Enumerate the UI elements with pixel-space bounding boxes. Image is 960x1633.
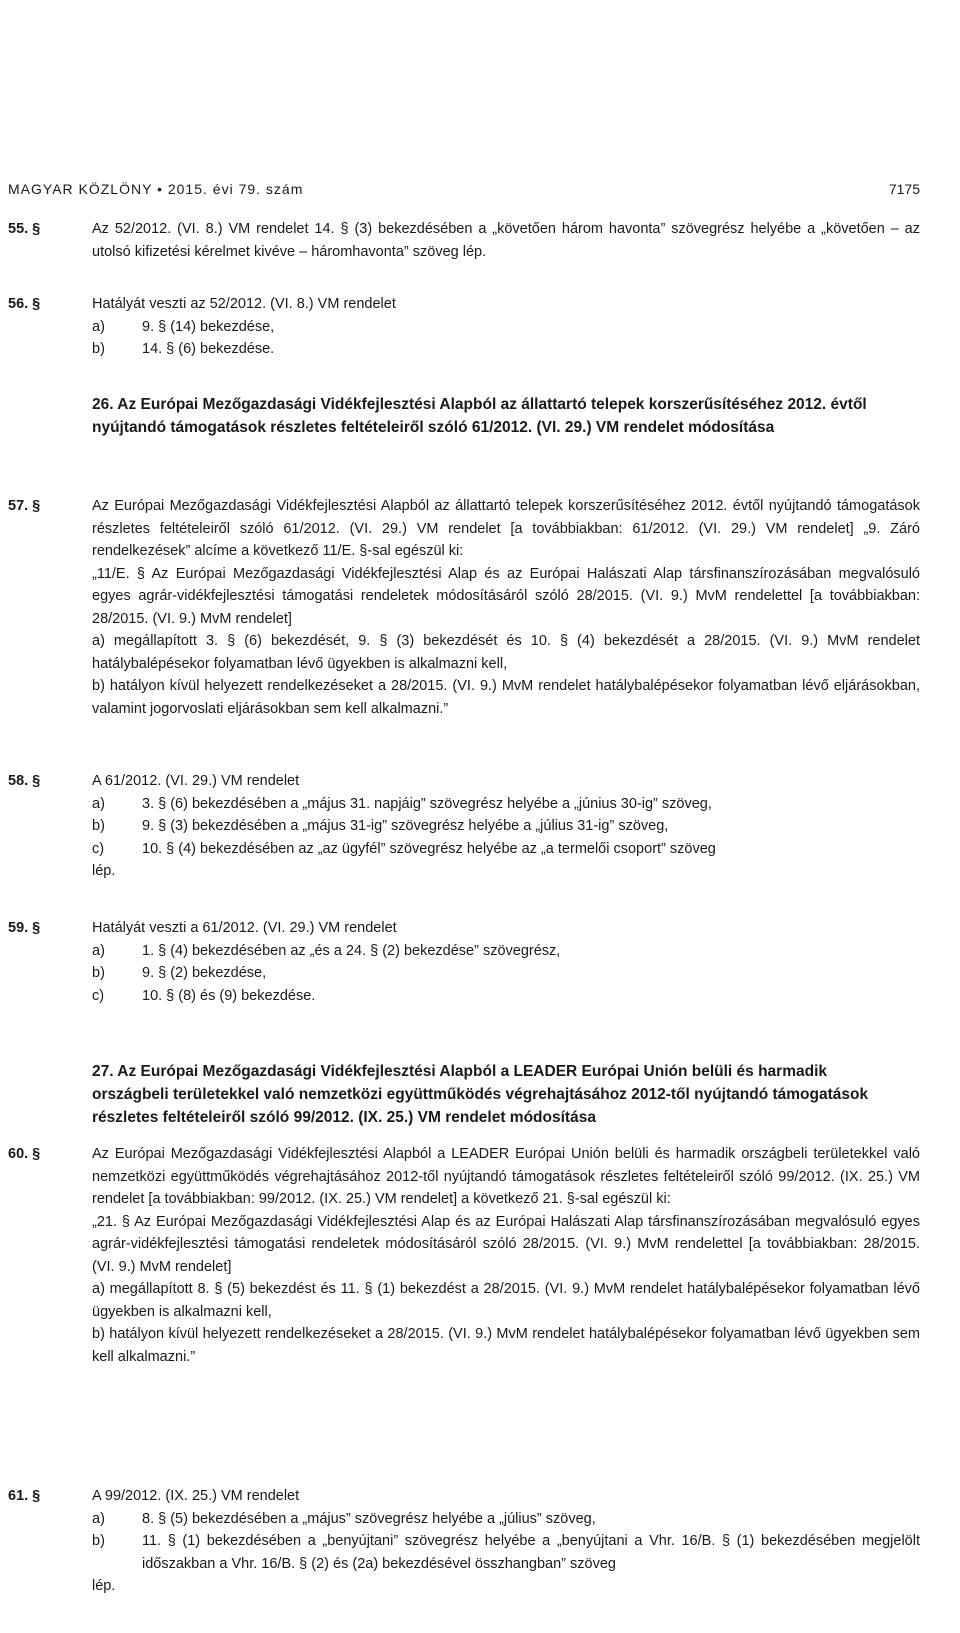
item-label: b) bbox=[92, 965, 105, 981]
list-item bbox=[92, 838, 920, 861]
item-text: 9. § (2) bekezdése, bbox=[142, 965, 267, 981]
chapter-title-26: 26. Az Európai Mezőgazdasági Vidékfejlesztési Alapból az állattartó telepek korszerűsítéséhez 2012. évtől nyújtandó támogatások részletes feltételeiről szóló 61/2012. (VI. 29.) VM rendelet módosítása bbox=[92, 396, 867, 436]
item-text: 11. § (1) bekezdésében a „benyújtani” szövegrész helyébe a „benyújtani a Vhr. 16/B. § (1) bekezdésében megjelölt időszakban a Vhr. 16/B. § (2) és (2a) bekezdésével összhangban” szöveg bbox=[142, 1533, 920, 1572]
item-text: 3. § (6) bekezdésében a „május 31. napjáig” szövegrész helyébe a „június 30-ig” szöveg, bbox=[142, 795, 712, 812]
paragraph-line: Az Európai Mezőgazdasági Vidékfejlesztési Alapból a LEADER Európai Unión belüli és harmadik országbeli területekkel való nemzetközi együttműködés végrehajtásához 2012-től nyújtandó támogatások részletes feltételeiről szóló 99/2012. (IX. 25.) VM rendelet [a továbbiakban: 99/2012. (IX. 25.) VM rendelet] a következő 21. §-sal egészül ki: bbox=[92, 1146, 920, 1207]
list-item bbox=[92, 962, 920, 985]
section-number: 60. § bbox=[8, 1146, 41, 1162]
paragraph-61 bbox=[8, 1485, 920, 1598]
item-text: 10. § (4) bekezdésében az „az ügyfél” szövegrész helyébe az „a termelői csoport” szöveg bbox=[142, 840, 716, 857]
item-text: 14. § (6) bekezdése. bbox=[142, 341, 275, 357]
list-item bbox=[92, 1530, 920, 1575]
chapter-title-27: 27. Az Európai Mezőgazdasági Vidékfejlesztési Alapból a LEADER Európai Unión belüli és harmadik országbeli területekkel való nemzetközi együttműködés végrehajtásához 2012-től nyújtandó támogatások részletes feltételeiről szóló 99/2012. (IX. 25.) VM rendelet módosítása bbox=[92, 1063, 869, 1126]
paragraph-58 bbox=[8, 770, 920, 883]
paragraph-line: a) megállapított 3. § (6) bekezdését, 9. § (3) bekezdését és 10. § (4) bekezdését a 28/2015. (VI. 9.) MvM rendelet hatálybalépésekor folyamatban lévő ügyekben is alkalmazni kell, bbox=[92, 633, 920, 672]
item-label: b) bbox=[92, 341, 105, 357]
paragraph-text: Az 52/2012. (VI. 8.) VM rendelet 14. § (3) bekezdésében a „követően három havonta” szövegrész helyébe a „követően – az utolsó kifizetési kérelmet kivéve – háromhavonta” szöveg lép. bbox=[92, 221, 920, 260]
item-text: 9. § (3) bekezdésében a „május 31-ig” szövegrész helyébe a „július 31-ig” szöveg, bbox=[142, 818, 669, 834]
paragraph-intro: Hatályát veszti az 52/2012. (VI. 8.) VM rendelet bbox=[92, 296, 396, 312]
section-number: 61. § bbox=[8, 1488, 41, 1504]
paragraph-outro: lép. bbox=[92, 1578, 116, 1594]
item-label: a) bbox=[92, 318, 105, 335]
list-item bbox=[92, 793, 920, 816]
list-item bbox=[92, 1508, 920, 1531]
item-text: 8. § (5) bekezdésében a „május” szövegrész helyébe a „július” szöveg, bbox=[142, 1510, 596, 1527]
paragraph-59 bbox=[8, 917, 920, 1007]
item-text: 10. § (8) és (9) bekezdése. bbox=[142, 987, 316, 1004]
item-label: b) bbox=[92, 818, 105, 834]
paragraph-60 bbox=[8, 1143, 920, 1368]
paragraph-line: „21. § Az Európai Mezőgazdasági Vidékfejlesztési Alap és az Európai Halászati Alap társfinanszírozásában megvalósuló egyes agrár-vidékfejlesztési támogatási rendeletek módosításáról szóló 28/2015. (VI. 9.) MvM rendelettel [a továbbiakban: 28/2015. (VI. 9.) MvM rendelet] bbox=[92, 1213, 920, 1275]
paragraph-intro: A 61/2012. (VI. 29.) VM rendelet bbox=[92, 773, 300, 789]
item-label: a) bbox=[92, 795, 105, 812]
gazette-title: MAGYAR KÖZLÖNY • 2015. évi 79. szám bbox=[8, 181, 304, 197]
section-number: 57. § bbox=[8, 498, 41, 514]
section-number: 59. § bbox=[8, 920, 41, 936]
paragraph-57 bbox=[8, 495, 920, 720]
list-item bbox=[92, 940, 920, 963]
paragraph-56 bbox=[8, 293, 920, 361]
item-label: c) bbox=[92, 840, 105, 857]
list-item bbox=[92, 316, 920, 339]
paragraph-line: b) hatályon kívül helyezett rendelkezéseket a 28/2015. (VI. 9.) MvM rendelet hatálybalépésekor folyamatban lévő ügyekben sem kell alkalmazni.” bbox=[92, 1326, 920, 1365]
paragraph-line: b) hatályon kívül helyezett rendelkezéseket a 28/2015. (VI. 9.) MvM rendelet hatálybalépésekor folyamatban lévő eljárásokban, valamint jogorvoslati eljárásokban sem kell alkalmazni.” bbox=[92, 678, 920, 717]
item-label: a) bbox=[92, 942, 105, 959]
item-label: b) bbox=[92, 1533, 105, 1549]
page-header bbox=[8, 181, 920, 197]
paragraph-55 bbox=[8, 218, 920, 263]
paragraph-outro: lép. bbox=[92, 863, 116, 879]
paragraph-intro: Hatályát veszti a 61/2012. (VI. 29.) VM rendelet bbox=[92, 920, 397, 936]
list-item bbox=[92, 815, 920, 838]
section-number: 55. § bbox=[8, 221, 41, 237]
list-item bbox=[92, 338, 920, 361]
page-number: 7175 bbox=[888, 181, 920, 197]
section-number: 56. § bbox=[8, 296, 41, 312]
item-text: 9. § (14) bekezdése, bbox=[142, 318, 275, 335]
item-label: c) bbox=[92, 987, 105, 1004]
paragraph-intro: A 99/2012. (IX. 25.) VM rendelet bbox=[92, 1488, 300, 1504]
item-label: a) bbox=[92, 1510, 105, 1527]
paragraph-line: Az Európai Mezőgazdasági Vidékfejlesztési Alapból az állattartó telepek korszerűsítéséhez 2012. évtől nyújtandó támogatások részletes feltételeiről szóló 61/2012. (VI. 29.) VM rendelet [a továbbiakban: 61/2012. (VI. 29.) VM rendelet] „9. Záró rendelkezések” alcíme a következő 11/E. §-sal egészül ki: bbox=[92, 498, 920, 559]
paragraph-line: a) megállapított 8. § (5) bekezdést és 11. § (1) bekezdést a 28/2015. (VI. 9.) MvM rendelet hatálybalépésekor folyamatban lévő ügyekben is alkalmazni kell, bbox=[92, 1281, 920, 1320]
section-number: 58. § bbox=[8, 773, 41, 789]
item-text: 1. § (4) bekezdésében az „és a 24. § (2) bekezdése” szövegrész, bbox=[142, 942, 561, 959]
list-item bbox=[92, 985, 920, 1008]
paragraph-line: „11/E. § Az Európai Mezőgazdasági Vidékfejlesztési Alap és az Európai Halászati Alap társfinanszírozásában megvalósuló egyes agrár-vidékfejlesztési támogatási rendeletek módosításáról szóló 28/2015. (VI. 9.) MvM rendelettel [a továbbiakban: 28/2015. (VI. 9.) MvM rendelet] bbox=[92, 565, 920, 627]
